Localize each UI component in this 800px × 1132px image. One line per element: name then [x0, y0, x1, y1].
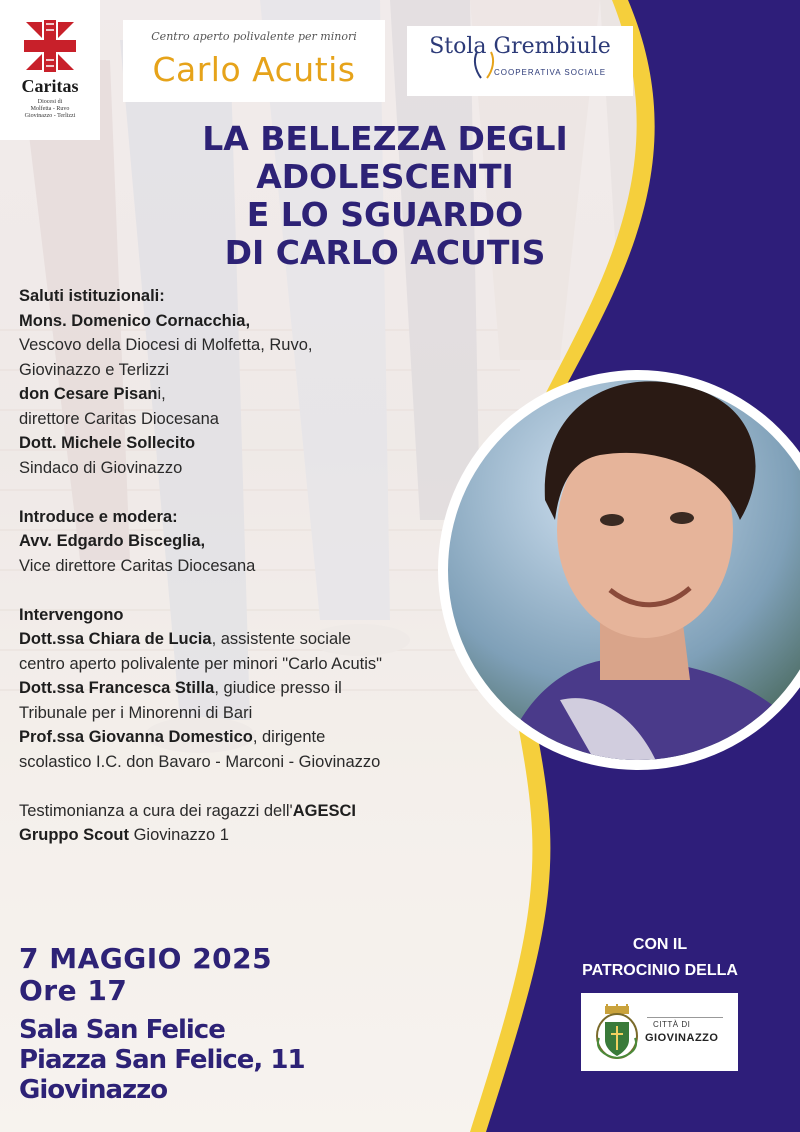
- caritas-name: Caritas: [21, 76, 79, 96]
- stola-grembiule-logo: [407, 26, 633, 96]
- greetings-heading: Saluti istituzionali:: [19, 287, 165, 305]
- venue-line: Piazza San Felice, 11: [19, 1045, 305, 1075]
- event-title: [150, 120, 620, 272]
- greeting-2-name: don Cesare Pisani,: [19, 385, 166, 403]
- greeting-1-role: Giovinazzo e Terlizzi: [19, 360, 170, 379]
- venue-line: Sala San Felice: [19, 1015, 225, 1045]
- testimony-line: Gruppo Scout Giovinazzo 1: [19, 826, 229, 844]
- program-details: [19, 284, 479, 848]
- speaker-1-role: centro aperto polivalente per minori "Carlo Acutis": [19, 654, 382, 673]
- event-venue: [19, 1015, 305, 1105]
- title-line: ADOLESCENTI: [256, 157, 514, 196]
- carlo-acutis-tagline: Centro aperto polivalente per minori: [151, 30, 357, 43]
- title-line: LA BELLEZZA DEGLI: [202, 119, 568, 158]
- city-name: GIOVINAZZO: [645, 1032, 719, 1044]
- greeting-3-role: Sindaco di Giovinazzo: [19, 458, 183, 477]
- carlo-acutis-name: Carlo Acutis: [152, 50, 356, 89]
- title-line: E LO SGUARDO: [246, 195, 524, 234]
- speakers-heading: Intervengono: [19, 605, 124, 624]
- stola-grembiule-name: Stola Grembiule: [429, 34, 611, 59]
- speaker-1: Dott.ssa Chiara de Lucia, assistente sociale: [19, 630, 351, 648]
- patronage-text: CON IL PATROCINIO DELLA: [582, 936, 738, 979]
- testimony-line: Testimonianza a cura dei ragazzi dell'AGESCI: [19, 801, 356, 820]
- city-of-giovinazzo-logo: [581, 993, 738, 1071]
- moderator-role: Vice direttore Caritas Diocesana: [19, 556, 256, 575]
- event-date: 7 MAGGIO 2025: [19, 942, 273, 975]
- title-line: DI CARLO ACUTIS: [224, 233, 546, 272]
- stola-grembiule-subtitle: COOPERATIVA SOCIALE: [493, 68, 607, 77]
- caritas-cross-icon: [20, 16, 80, 76]
- speaker-2: Dott.ssa Francesca Stilla, giudice presso il: [19, 679, 342, 697]
- speaker-3-role: scolastico I.C. don Bavaro - Marconi - Giovinazzo: [19, 752, 381, 771]
- event-datetime: [19, 943, 272, 1007]
- moderator-name: Avv. Edgardo Bisceglia,: [19, 532, 206, 550]
- speaker-2-role: Tribunale per i Minorenni di Bari: [19, 703, 253, 722]
- caritas-diocese: Diocesi di Molfetta - Ruvo Giovinazzo - Terlizzi: [24, 99, 76, 119]
- caritas-logo: [0, 0, 100, 140]
- speaker-3: Prof.ssa Giovanna Domestico, dirigente: [19, 728, 326, 746]
- greeting-1-role: Vescovo della Diocesi di Molfetta, Ruvo,: [19, 336, 313, 354]
- greeting-1-name: Mons. Domenico Cornacchia,: [19, 311, 251, 330]
- greeting-2-role: direttore Caritas Diocesana: [19, 409, 219, 428]
- moderator-heading: Introduce e modera:: [19, 507, 178, 526]
- venue-line: Giovinazzo: [19, 1075, 168, 1105]
- city-label: CITTÀ DI: [653, 1020, 691, 1029]
- carlo-acutis-logo: [123, 20, 385, 102]
- event-time: Ore 17: [19, 974, 128, 1007]
- coat-of-arms-icon: [595, 1004, 639, 1060]
- greeting-3-name: Dott. Michele Sollecito: [19, 434, 196, 452]
